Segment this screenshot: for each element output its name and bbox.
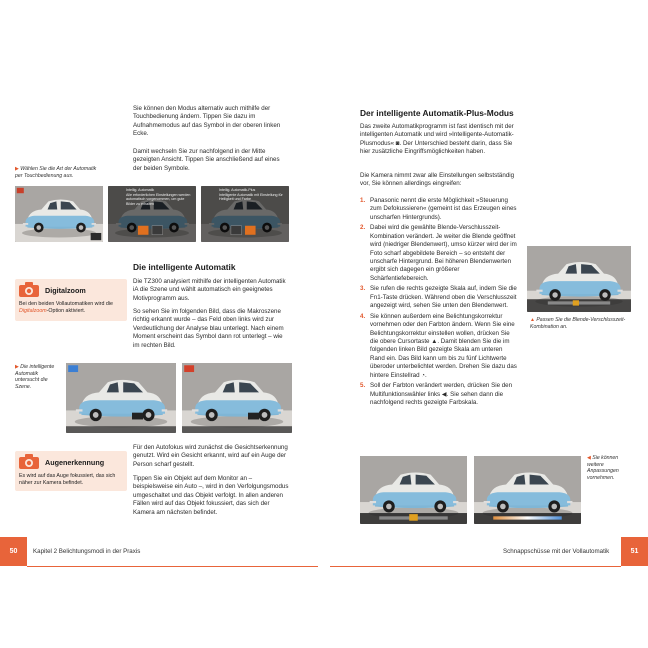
intro-paragraph-1: Sie können den Modus alternativ auch mithilfe der Touchbedienung ändern. Tippen Sie dazu im Aufnahmemodus auf das Symbol in der oberen linken Ecke.: [133, 105, 281, 138]
footer-rule-left: [27, 566, 318, 567]
plus-paragraph-1: Das zweite Automatikprogramm ist fast identisch mit der intelligenten Automatik und wird »Intelligente-Automatik-Plusmodus« ◙. Der Unterschied besteht darin, dass Sie hier zusätzliche Eingriffsmöglichkeiten haben.: [360, 123, 514, 156]
plus-paragraph-2: Die Kamera nimmt zwar alle Einstellungen selbstständig vor, Sie können allerdings eingreifen:: [360, 172, 515, 188]
footer-rule-right: [330, 566, 621, 567]
caption-blende: ▲ Passen Sie die Blende-Verschlusszeit-Kombination an.: [530, 317, 626, 330]
caption-ia-scene: ▶ Die intelligente Automatik untersucht die Szene.: [15, 364, 55, 390]
footer-section: Schnappschüsse mit der Vollautomatik: [503, 548, 610, 555]
list-item: 2. Dabei wird die gewählte Blende-Verschlusszeit-Kombination verändert. Je weiter die Blende geöffnet wird (niedriger Blendenwert), umso kürzer wird der im Foto scharf abgebildete Bereich – so entsteht der unscharfe Hintergrund. Bei höheren Blendenwerten ergibt sich dagegen ein größerer Schärfentiefebereich.: [360, 224, 517, 282]
screenshot-ia-select: [108, 186, 196, 242]
ia-paragraph-2: So sehen Sie im folgenden Bild, dass die Makroszene richtig erkannt wurde – das Feld oben links wird zur Verdeutlichung der Analyse blau unterlegt. Nach einem Moment erscheint das Symbol dann rot unterlegt – wie im rechten Bild.: [133, 308, 284, 349]
screenshot-ia-plus-select: [201, 186, 289, 242]
screenshot-belichtungskorrektur: [360, 456, 467, 524]
screenshot-ia-analysis: [66, 363, 176, 433]
list-item: 1. Panasonic nennt die erste Möglichkeit »Steuerung zum Defokussieren« (gemeint ist das Erzeugen eines unscharfen Hintergrunds).: [360, 197, 517, 221]
tip-augenerkennung-title: Augenerkennung: [45, 458, 105, 467]
ia-paragraph-1: Die TZ300 analysiert mithilfe der intelligenten Automatik iA die Szene und wählt automatisch ein geeignetes Motivprogramm aus.: [133, 278, 286, 302]
screenshot-ia-detected: [182, 363, 292, 433]
menu-text-ia: Intellig. Automatik Alle erforderlichen Einstellungen werden automatisch vorgenommen, um gute Bilder zu erhalten: [126, 188, 191, 206]
list-item: 3. Sie rufen die rechts gezeigte Skala auf, indem Sie die Fn1-Taste drücken. Während oben die Verschlusszeit angezeigt wird, sehen Sie unten den Blendenwert.: [360, 285, 517, 310]
screenshot-touch-mode: [15, 186, 103, 242]
screenshot-blende-skala: [527, 246, 631, 312]
af-paragraph-1: Für den Autofokus wird zunächst die Gesichtserkennung genutzt. Wird ein Gesicht erkannt, wird auf ein Auge der Person scharf gestellt.: [133, 444, 288, 468]
intro-paragraph-2: Damit wechseln Sie zur nachfolgend in der Mitte gezeigten Ansicht. Tippen Sie anschließend auf eines der beiden Symbole.: [133, 148, 280, 172]
list-item: 4. Sie können außerdem eine Belichtungskorrektur vornehmen oder den Farbton ändern. Wenn Sie eine Belichtungskorrektur einstellen wollen, drücken Sie die obere Cursortaste ▲. Damit blenden Sie die im folgenden linken Bild gezeigte Skala am unteren Rand ein. Das Bild kann um bis zu fünf Lichtwerte überoder unterbelichtet werden. Drehen Sie dazu das hintere Einstellrad ◔.: [360, 312, 517, 379]
screenshot-farbskala: [474, 456, 581, 524]
caption-anpassungen: ◀ Sie können weitere Anpassungen vornehmen.: [587, 455, 619, 481]
tip-digitalzoom: [15, 279, 127, 321]
adjustment-list: [360, 197, 518, 410]
heading-automatik-plus: Der intelligente Automatik-Plus-Modus: [360, 108, 514, 118]
tip-augenerkennung-text: Es wird auf das Auge fokussiert, das sich näher zur Kamera befindet.: [19, 473, 116, 487]
tip-digitalzoom-title: Digitalzoom: [45, 286, 86, 295]
caption-touch: ▶ Wählen Sie die Art der Automatik per Touchbedienung aus.: [15, 166, 97, 179]
heading-intelligente-automatik: Die intelligente Automatik: [133, 262, 236, 272]
page-number-left: 50: [0, 537, 27, 566]
footer-chapter: Kapitel 2 Belichtungsmodi in der Praxis: [33, 548, 141, 555]
list-item: 5. Soll der Farbton verändert werden, drücken Sie den Multifunktionswähler links ◀. Sie sehen dann die nachfolgend rechts gezeigte Farbskala.: [360, 382, 513, 407]
tip-digitalzoom-text: Bei den beiden Vollautomatiken wird die Digitalzoom-Option aktiviert.: [19, 301, 113, 315]
camera-icon: [19, 282, 39, 297]
af-paragraph-2: Tippen Sie ein Objekt auf dem Monitor an – beispielsweise ein Auto –, wird in den Verfolgungsmodus umgeschaltet und das Objekt verfolgt. In allen anderen Fällen wird auf das Objekt fokussiert, das sich der Kamera am nächsten befindet.: [133, 475, 289, 516]
camera-icon: [19, 454, 39, 469]
tip-augenerkennung: [15, 451, 127, 491]
page-number-right: 51: [621, 537, 648, 566]
menu-text-ia-plus: Intellig. Automatik-Plus Intelligente Automatik mit Einstellung für Helligkeit und Farbe: [219, 188, 283, 202]
